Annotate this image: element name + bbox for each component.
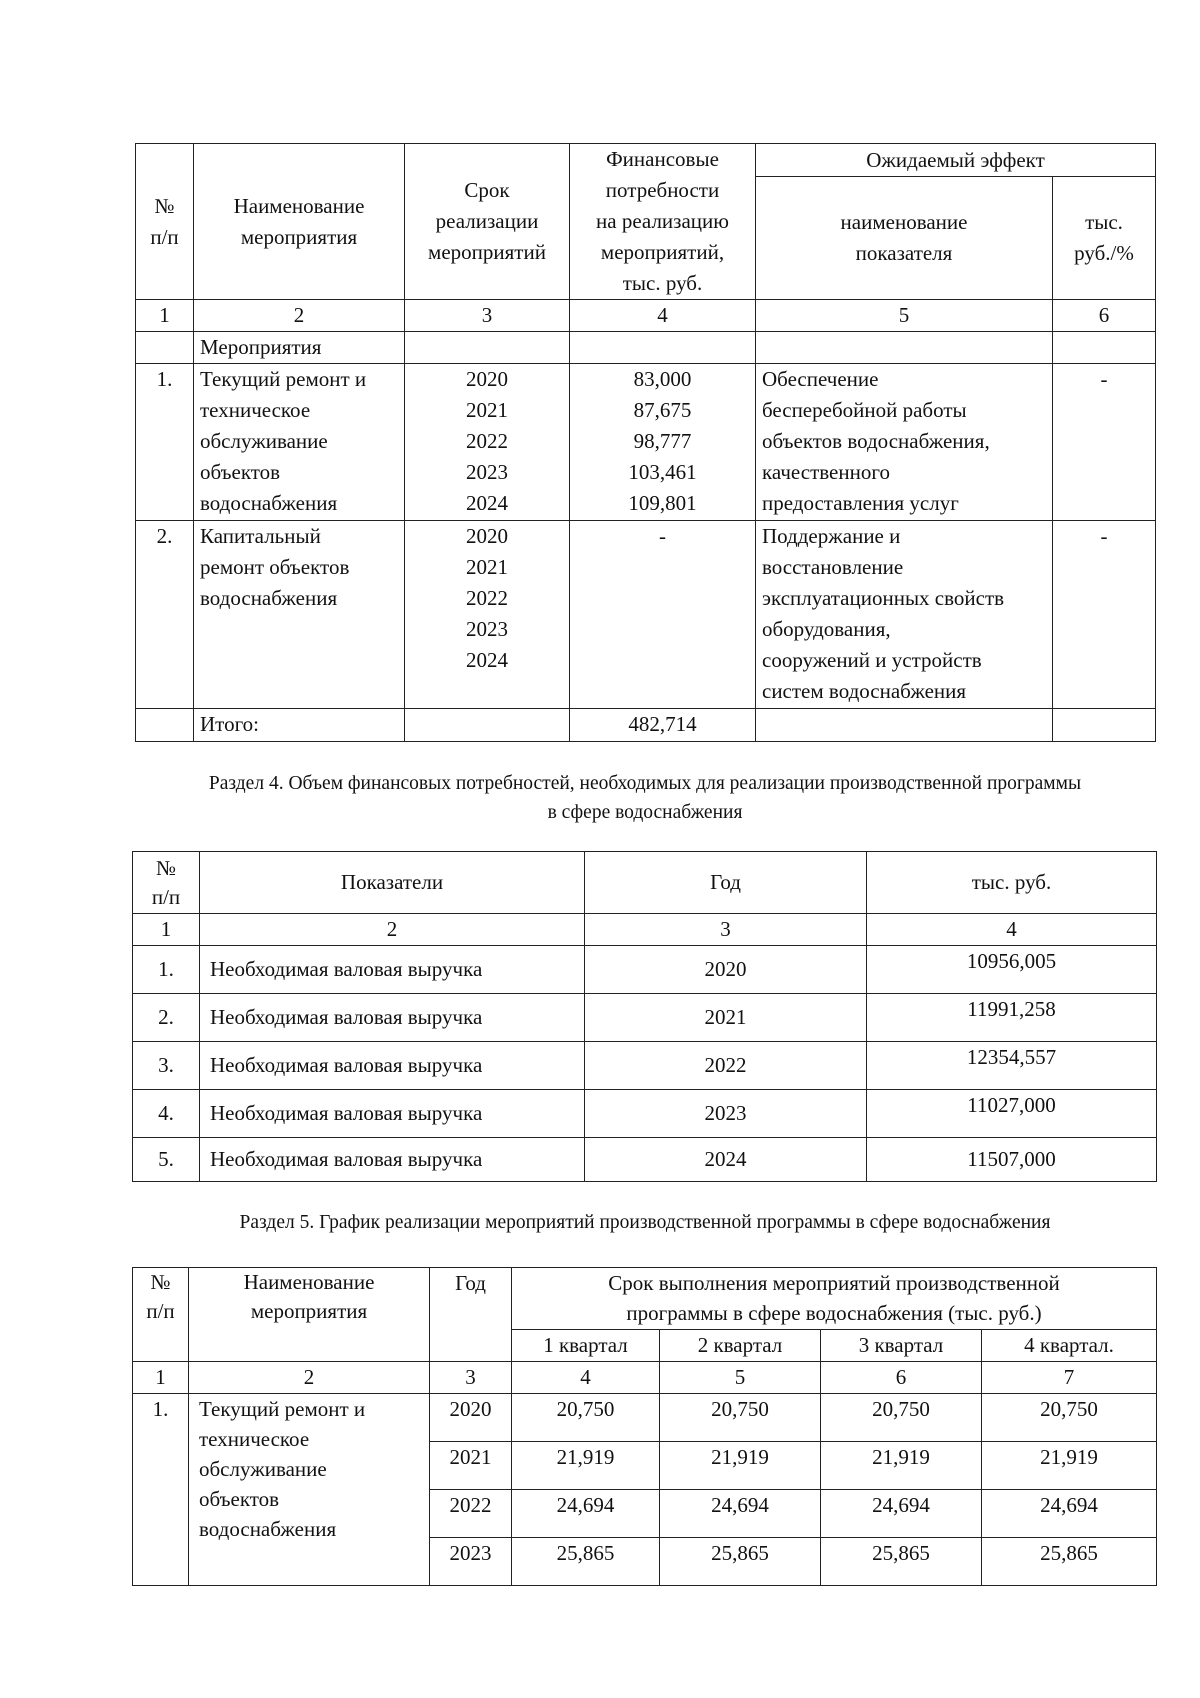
- row-q2: 20,750: [660, 1394, 821, 1442]
- row-year: 2020: [585, 946, 867, 994]
- row-value: 11507,000: [867, 1138, 1157, 1182]
- row-q4: 20,750: [982, 1394, 1157, 1442]
- row-num: 1.: [133, 946, 200, 994]
- col-number: 5: [756, 300, 1053, 332]
- row-years: 2020 2021 2022 2023 2024: [405, 364, 570, 521]
- row-unit: -: [1053, 521, 1156, 709]
- row-year: 2024: [585, 1138, 867, 1182]
- header-indicator: Показатели: [200, 852, 585, 914]
- row-value: 12354,557: [867, 1042, 1157, 1090]
- section-label: Мероприятия: [194, 332, 405, 364]
- row-finance: 83,000 87,675 98,777 103,461 109,801: [570, 364, 756, 521]
- row-name: Текущий ремонт и техническое обслуживание объектов водоснабжения: [194, 364, 405, 521]
- row-effect: Обеспечение бесперебойной работы объектов водоснабжения, качественного предоставления услуг: [756, 364, 1053, 521]
- row-year: 2022: [430, 1490, 512, 1538]
- row-effect: Поддержание и восстановление эксплуатационных свойств оборудования, сооружений и устройств систем водоснабжения: [756, 521, 1053, 709]
- header-name: Наименование мероприятия: [189, 1268, 430, 1362]
- row-year: 2023: [585, 1090, 867, 1138]
- row-q2: 24,694: [660, 1490, 821, 1538]
- col-number: 6: [1053, 300, 1156, 332]
- table-row: [133, 1090, 1157, 1138]
- row-q1: 25,865: [512, 1538, 660, 1586]
- row-year: 2022: [585, 1042, 867, 1090]
- row-q3: 20,750: [821, 1394, 982, 1442]
- col-number: 2: [189, 1362, 430, 1394]
- row-q4: 24,694: [982, 1490, 1157, 1538]
- row-year: 2021: [430, 1442, 512, 1490]
- header-year: Год: [430, 1268, 512, 1362]
- item-name: Текущий ремонт и техническое обслуживание объектов водоснабжения: [189, 1394, 430, 1586]
- col-number: 4: [570, 300, 756, 332]
- row-unit: -: [1053, 364, 1156, 521]
- header-term: Срок выполнения мероприятий производственной программы в сфере водоснабжения (тыс. руб.): [512, 1268, 1157, 1330]
- col-number: 5: [660, 1362, 821, 1394]
- row-value: 10956,005: [867, 946, 1157, 994]
- col-number: 3: [405, 300, 570, 332]
- header-indicator: наименование показателя: [756, 177, 1053, 300]
- row-num: 3.: [133, 1042, 200, 1090]
- header-num: № п/п: [133, 852, 200, 914]
- activities-table: [135, 143, 1156, 742]
- header-q1: 1 квартал: [512, 1330, 660, 1362]
- row-indicator: Необходимая валовая выручка: [200, 994, 585, 1042]
- row-indicator: Необходимая валовая выручка: [200, 1090, 585, 1138]
- header-finance: Финансовые потребности на реализацию мероприятий, тыс. руб.: [570, 144, 756, 300]
- row-q2: 21,919: [660, 1442, 821, 1490]
- row-indicator: Необходимая валовая выручка: [200, 946, 585, 994]
- row-q1: 21,919: [512, 1442, 660, 1490]
- row-q1: 24,694: [512, 1490, 660, 1538]
- header-num: № п/п: [136, 144, 194, 300]
- header-year: Год: [585, 852, 867, 914]
- col-number: 2: [194, 300, 405, 332]
- header-q3: 3 квартал: [821, 1330, 982, 1362]
- table-row: [133, 946, 1157, 994]
- schedule-table: [132, 1267, 1157, 1586]
- row-num: 5.: [133, 1138, 200, 1182]
- col-number: 3: [430, 1362, 512, 1394]
- header-name: Наименование мероприятия: [194, 144, 405, 300]
- row-q4: 25,865: [982, 1538, 1157, 1586]
- col-number: 1: [133, 1362, 189, 1394]
- row-q1: 20,750: [512, 1394, 660, 1442]
- row-q2: 25,865: [660, 1538, 821, 1586]
- row-num: 2.: [133, 994, 200, 1042]
- header-term: Срок реализации мероприятий: [405, 144, 570, 300]
- col-number: 2: [200, 914, 585, 946]
- section4-caption: Раздел 4. Объем финансовых потребностей, необходимых для реализации производственной программы в сфере водоснабжения: [208, 773, 1082, 823]
- header-unit: тыс. руб./%: [1053, 177, 1156, 300]
- row-q3: 21,919: [821, 1442, 982, 1490]
- row-value: 11991,258: [867, 994, 1157, 1042]
- row-q4: 21,919: [982, 1442, 1157, 1490]
- col-number: 7: [982, 1362, 1157, 1394]
- header-q2: 2 квартал: [660, 1330, 821, 1362]
- row-num: 2.: [136, 521, 194, 709]
- table-row: [136, 521, 1156, 709]
- col-number: 4: [867, 914, 1157, 946]
- table-row: [133, 1042, 1157, 1090]
- row-value: 11027,000: [867, 1090, 1157, 1138]
- total-value: 482,714: [570, 709, 756, 742]
- col-number: 4: [512, 1362, 660, 1394]
- row-indicator: Необходимая валовая выручка: [200, 1042, 585, 1090]
- item-num: 1.: [133, 1394, 189, 1586]
- row-years: 2020 2021 2022 2023 2024: [405, 521, 570, 709]
- table-row: [133, 1394, 1157, 1442]
- header-q4: 4 квартал.: [982, 1330, 1157, 1362]
- row-year: 2023: [430, 1538, 512, 1586]
- row-num: 1.: [136, 364, 194, 521]
- header-value: тыс. руб.: [867, 852, 1157, 914]
- row-q3: 25,865: [821, 1538, 982, 1586]
- row-q3: 24,694: [821, 1490, 982, 1538]
- total-row: [136, 709, 1156, 742]
- row-year: 2021: [585, 994, 867, 1042]
- row-year: 2020: [430, 1394, 512, 1442]
- table-row: [136, 364, 1156, 521]
- col-number: 1: [136, 300, 194, 332]
- total-label: Итого:: [194, 709, 405, 742]
- col-number: 1: [133, 914, 200, 946]
- col-number: 3: [585, 914, 867, 946]
- row-name: Капитальный ремонт объектов водоснабжения: [194, 521, 405, 709]
- section-row: [136, 332, 1156, 364]
- row-num: 4.: [133, 1090, 200, 1138]
- row-finance: -: [570, 521, 756, 709]
- table-row: [133, 994, 1157, 1042]
- table-row: [133, 1138, 1157, 1182]
- header-num: № п/п: [133, 1268, 189, 1362]
- financial-needs-table: [132, 851, 1157, 1182]
- header-effect: Ожидаемый эффект: [756, 144, 1156, 177]
- row-indicator: Необходимая валовая выручка: [200, 1138, 585, 1182]
- section5-caption: Раздел 5. График реализации мероприятий производственной программы в сфере водоснабжения: [239, 1212, 1051, 1233]
- col-number: 6: [821, 1362, 982, 1394]
